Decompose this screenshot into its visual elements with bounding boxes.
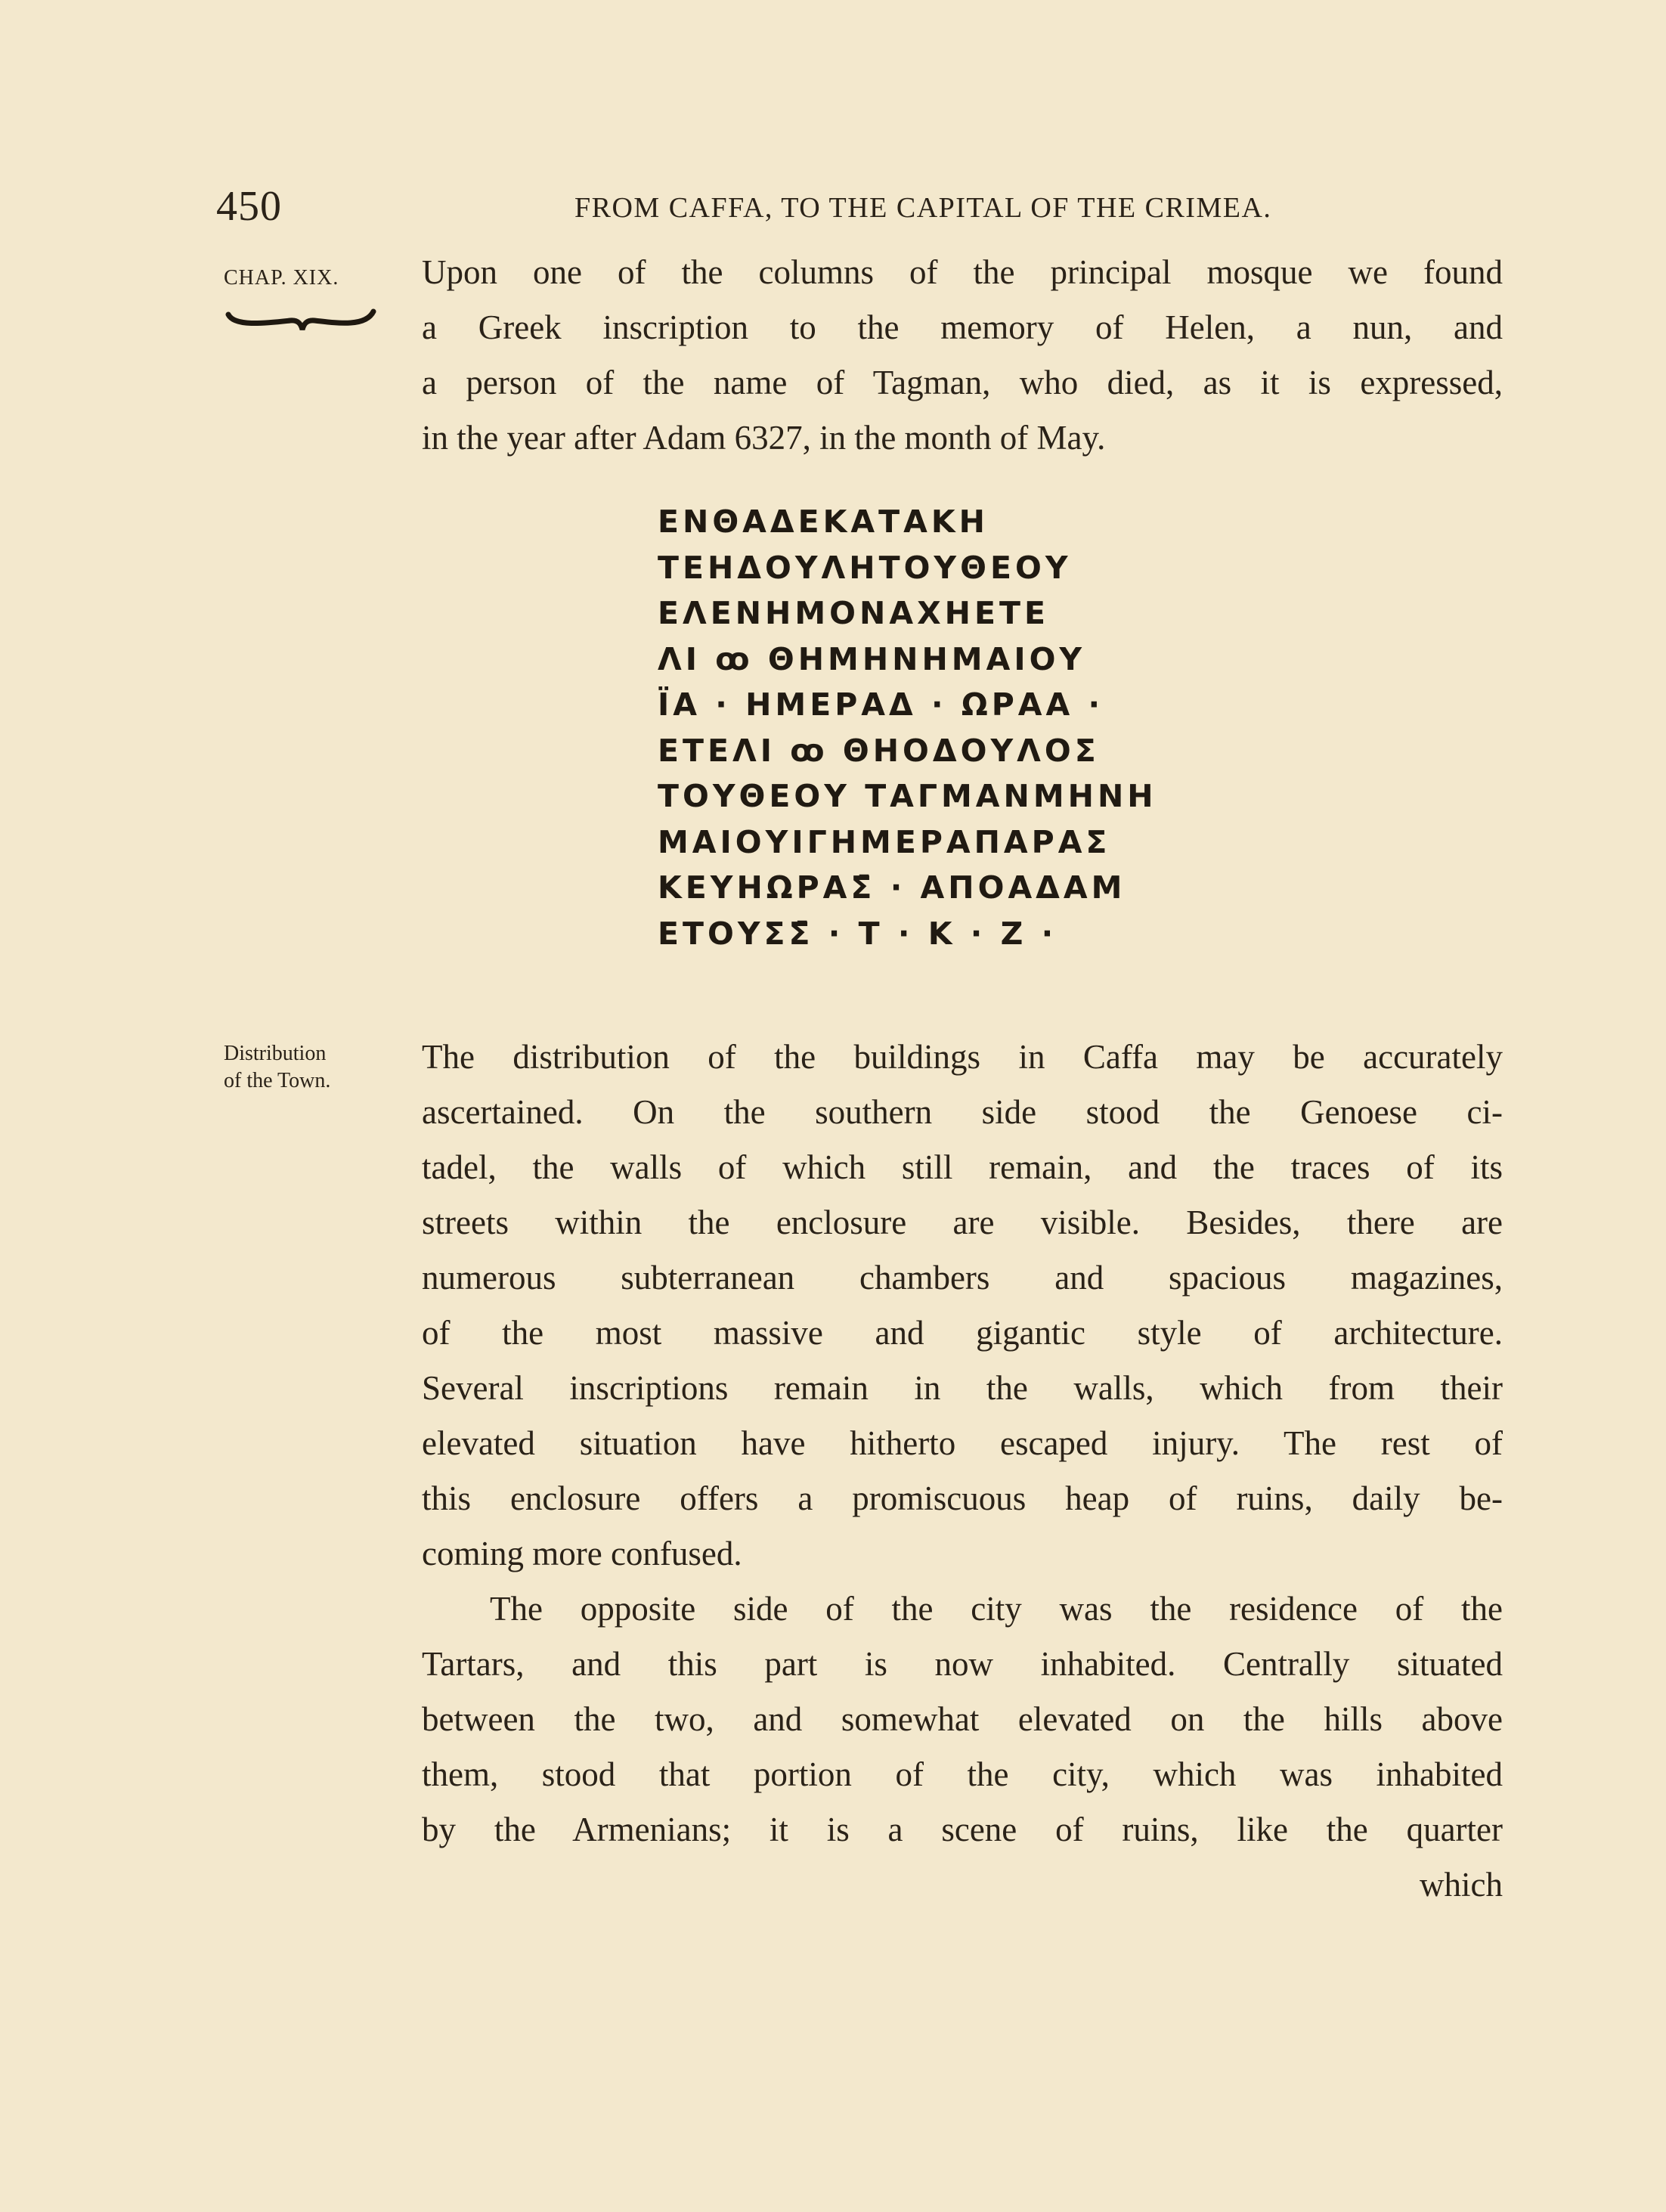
- inscription-line: ΕΤΕΛΙ ꝏ ΘΗΟΔΟΥΛΟΣ: [658, 732, 1100, 769]
- text-line: Tartars, and this part is now inhabited. Centrally situated: [422, 1645, 1503, 1683]
- paragraph-mosque-inscription: [422, 245, 1503, 466]
- body-text: [422, 1030, 1503, 1913]
- margin-note: [224, 1040, 330, 1095]
- text-line: The opposite side of the city was the residence of the: [490, 1590, 1503, 1628]
- text-line: between the two, and somewhat elevated on the hills above: [422, 1700, 1503, 1738]
- text-line: this enclosure offers a promiscuous heap of ruins, daily be-: [422, 1479, 1503, 1517]
- inscription-line: ΛΙ ꝏ ΘΗΜΗΝΗΜΑΙΟΥ: [658, 640, 1086, 677]
- text-line: streets within the enclosure are visible. Besides, there are: [422, 1204, 1503, 1241]
- inscription-line: ΤΕΗΔΟΥΛΗΤΟΥΘΕΟΥ: [658, 549, 1072, 586]
- running-title: FROM CAFFA, TO THE CAPITAL OF THE CRIMEA.: [574, 192, 1272, 224]
- margin-note-line: of the Town.: [224, 1069, 331, 1092]
- text-line: a Greek inscription to the memory of Helen, a nun, and: [422, 308, 1503, 346]
- chapter-label: CHAP. XIX.: [224, 266, 339, 290]
- text-line: tadel, the walls of which still remain, and the traces of its: [422, 1148, 1503, 1186]
- inscription-line: ΜΑΙΟΥΙΓΗΜΕΡΑΠΑΡΑΣ: [658, 823, 1111, 860]
- text-line: coming more confused.: [422, 1535, 742, 1572]
- text-line: The distribution of the buildings in Caffa may be accurately: [422, 1038, 1503, 1076]
- text-line: a person of the name of Tagman, who died, as it is expressed,: [422, 364, 1503, 401]
- inscription-line: ΤΟΥΘΕΟΥ ΤΑΓΜΑΝΜΗΝΗ: [658, 778, 1157, 814]
- chapter-brace-ornament: [225, 301, 376, 339]
- inscription-line: ΕΤΟΥΣΣ̄ · Τ · Κ · Ζ ·: [658, 915, 1058, 952]
- text-line: Upon one of the columns of the principal mosque we found: [422, 253, 1503, 291]
- text-line: them, stood that portion of the city, which was inhabited: [422, 1755, 1503, 1793]
- text-line: elevated situation have hitherto escaped injury. The rest of: [422, 1424, 1503, 1462]
- inscription-line: ΕΝΘΑΔΕΚΑΤΑΚΗ: [658, 503, 989, 540]
- margin-note-line: Distribution: [224, 1042, 327, 1065]
- text-line: Several inscriptions remain in the walls, which from their: [422, 1369, 1503, 1407]
- page-number: 450: [216, 183, 282, 230]
- text-line: by the Armenians; it is a scene of ruins, like the quarter: [422, 1811, 1503, 1848]
- catchword: which: [1420, 1866, 1503, 1904]
- inscription-line: ΪΑ · ΗΜΕΡΑΔ · ΩΡΑΑ ·: [658, 686, 1104, 723]
- text-line: numerous subterranean chambers and spacious magazines,: [422, 1259, 1503, 1297]
- inscription-line: ΕΛΕΝΗΜΟΝΑΧΗΕΤΕ: [658, 595, 1049, 631]
- greek-inscription: [658, 499, 1157, 956]
- text-line: ascertained. On the southern side stood the Genoese ci-: [422, 1093, 1503, 1131]
- inscription-line: ΚΕΥΗΩΡΑΣ̄ · ΑΠΟΑΔΑΜ: [658, 869, 1126, 906]
- text-line: in the year after Adam 6327, in the month of May.: [422, 419, 1106, 457]
- text-line: of the most massive and gigantic style of architecture.: [422, 1314, 1503, 1352]
